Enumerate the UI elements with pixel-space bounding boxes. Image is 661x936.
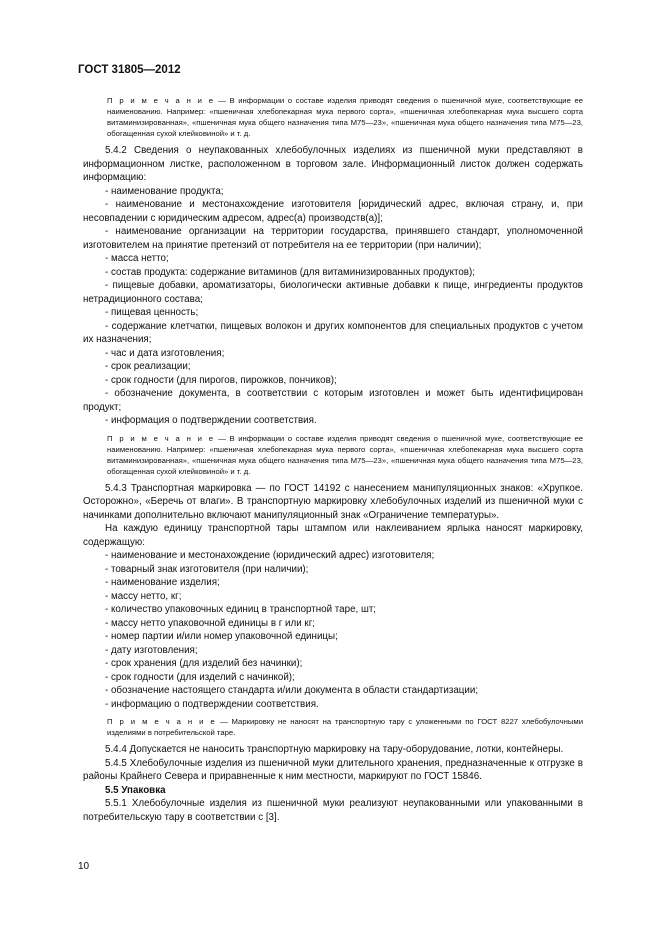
list-item: - срок хранения (для изделий без начинки);	[105, 658, 303, 669]
list-item: - наименование и местонахождение изготовителя [юридический адрес, включая страну, и, при несовпадении с юридическим адресом, адрес(а) производств(а)];	[83, 199, 583, 224]
list-item: - срок годности (для пирогов, пирожков, пончиков);	[105, 374, 337, 386]
list-item: - информация о подтверждении соответствия.	[105, 415, 317, 426]
note-1-label: П р и м е ч а н и е	[107, 96, 215, 105]
list-item: - информацию о подтверждении соответствия.	[105, 698, 319, 710]
para-5-4-3-intro2: На каждую единицу транспортной тары штампом или наклеиванием ярлыка наносят маркировку, содержащую:	[83, 523, 583, 548]
list-item: - массу нетто упаковочной единицы в г или кг;	[105, 617, 316, 629]
para-5-4-3: 5.4.3 Транспортная маркировка — по ГОСТ 14192 с нанесением манипуляционных знаков: «Хрупкое. Осторожно», «Беречь от влаги». В транспортную маркировку хлебобулочных изделий из пшеничной муки с начинками дополнительно включают манипуляционный знак «Ограничение температуры».	[83, 482, 583, 521]
list-item: - дату изготовления;	[105, 644, 198, 656]
note-3-text: — Маркировку не наносят на транспортную тару с уложенными по ГОСТ 8227 хлебобулочными изделиями в потребительской таре.	[107, 717, 583, 737]
page-header-title: ГОСТ 31805—2012	[78, 64, 181, 76]
list-item: - обозначение настоящего стандарта и/или документа в области стандартизации;	[105, 685, 479, 696]
list-item: - час и дата изготовления;	[105, 347, 225, 359]
para-5-4-2: 5.4.2 Сведения о неупакованных хлебобулочных изделиях из пшеничной муки представляют в информационном листке, расположенном в торговом зале. Информационный листок должен содержать информацию:	[83, 145, 583, 183]
note-3	[83, 716, 583, 738]
list-item: - пищевая ценность;	[105, 307, 199, 318]
list-5-4-2	[83, 185, 583, 428]
note-2	[83, 433, 583, 477]
list-item: - массу нетто, кг;	[105, 590, 182, 602]
list-item: - содержание клетчатки, пищевых волокон и других компонентов для специальных продуктов с учетом их назначения;	[83, 320, 583, 345]
page-number: 10	[78, 861, 90, 872]
list-item: - пищевые добавки, ароматизаторы, биологически активные добавки к пище, ингредиенты продуктов нетрадиционного состава;	[83, 280, 583, 305]
note-1	[83, 95, 583, 139]
note-2-label: П р и м е ч а н и е	[107, 433, 215, 443]
list-item: - срок годности (для изделий с начинкой);	[105, 671, 295, 683]
document-body	[83, 95, 583, 824]
para-5-5-1: 5.5.1 Хлебобулочные изделия из пшеничной муки реализуют неупакованными или упакованными в потребительскую тару в соответствии с [3].	[83, 798, 583, 823]
list-item: - товарный знак изготовителя (при наличии);	[105, 563, 309, 575]
list-5-4-3	[83, 549, 583, 711]
list-item: - наименование организации на территории государства, принявшего стандарт, уполномоченной изготовителем на принятие претензий от потребителя на ее территории (при наличии);	[83, 226, 583, 251]
list-item: - наименование продукта;	[105, 185, 224, 197]
note-1-text: — В информации о составе изделия приводят сведения о пшеничной муке, соответствующие ее наименованию. Например: «пшеничная хлебопекарная мука первого сорта», «пшеничная хлебопекарная мука высшего сорта витаминизированная», «пшеничная мука общего назначения типа М75—23», «пшеничная мука общего назначения типа М75—23, обогащенная сухой клейковиной» и т. д.	[107, 96, 583, 138]
section-heading-5-5: 5.5 Упаковка	[105, 784, 166, 796]
list-item: - наименование и местонахождение (юридический адрес) изготовителя;	[105, 550, 435, 561]
para-5-4-5: 5.4.5 Хлебобулочные изделия из пшеничной муки длительного хранения, предназначенные к отгрузке в районы Крайнего Севера и приравненные к ним местности, маркируют по ГОСТ 15846.	[83, 757, 583, 782]
list-item: - наименование изделия;	[105, 577, 220, 588]
list-item: - количество упаковочных единиц в транспортной таре, шт;	[105, 604, 377, 615]
note-2-text: — В информации о составе изделия приводят сведения о пшеничной муке, соответствующие ее наименованию. Например: «пшеничная хлебопекарная мука первого сорта», «пшеничная хлебопекарная мука высшего сорта витаминизированная», «пшеничная мука общего назначения типа М75—23», «пшеничная мука общего назначения типа М75—23, обогащенная сухой клейковиной» и т. д.	[107, 433, 583, 476]
note-3-label: П р и м е ч а н и е	[107, 717, 217, 726]
list-item: - масса нетто;	[105, 253, 169, 264]
list-item: - номер партии и/или номер упаковочной единицы;	[105, 631, 338, 642]
list-item: - состав продукта: содержание витаминов (для витаминизированных продуктов);	[105, 266, 475, 278]
list-item: - обозначение документа, в соответствии с которым изготовлен и может быть идентифицирован продукт;	[83, 388, 583, 413]
para-5-4-4: 5.4.4 Допускается не наносить транспортную маркировку на тару-оборудование, лотки, контейнеры.	[105, 744, 564, 755]
list-item: - срок реализации;	[105, 361, 191, 372]
